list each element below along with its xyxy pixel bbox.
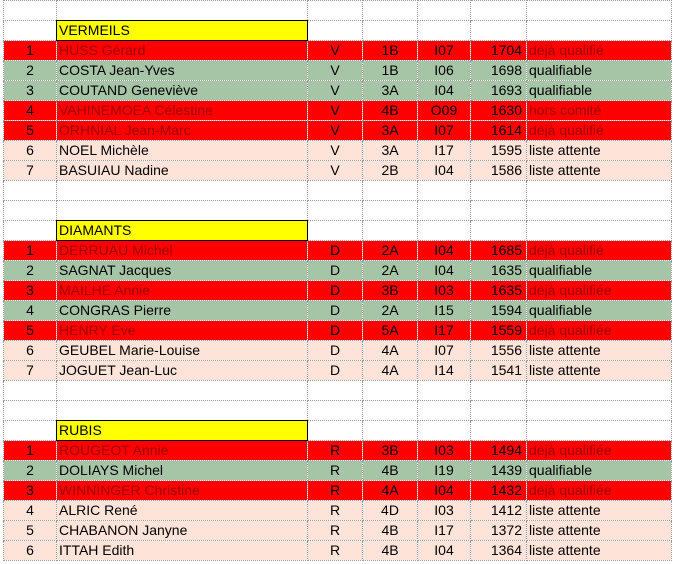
code-cell[interactable]: I07 bbox=[418, 341, 471, 361]
group-cell[interactable]: 2A bbox=[363, 241, 418, 261]
group-cell[interactable]: 3B bbox=[363, 441, 418, 461]
empty-cell[interactable] bbox=[418, 421, 471, 441]
status-cell[interactable]: qualifiable bbox=[527, 81, 672, 101]
category-cell[interactable]: R bbox=[308, 481, 363, 501]
empty-cell[interactable] bbox=[363, 421, 418, 441]
empty-cell[interactable] bbox=[471, 1, 527, 21]
category-cell[interactable]: D bbox=[308, 261, 363, 281]
points-cell[interactable]: 1494 bbox=[471, 441, 527, 461]
points-cell[interactable]: 1432 bbox=[471, 481, 527, 501]
status-cell[interactable]: hors comité bbox=[527, 101, 672, 121]
section-header-row bbox=[4, 221, 672, 241]
rank-cell[interactable]: 1 bbox=[4, 441, 57, 461]
empty-cell[interactable] bbox=[363, 401, 418, 421]
empty-cell[interactable] bbox=[4, 381, 57, 401]
table-row[interactable] bbox=[4, 281, 672, 301]
section-title[interactable]: RUBIS bbox=[57, 421, 308, 441]
points-cell[interactable]: 1635 bbox=[471, 261, 527, 281]
name-cell[interactable]: ITTAH Edith bbox=[57, 541, 308, 561]
group-cell[interactable]: 4A bbox=[363, 341, 418, 361]
points-cell[interactable]: 1698 bbox=[471, 61, 527, 81]
empty-cell[interactable] bbox=[527, 401, 672, 421]
points-cell[interactable]: 1364 bbox=[471, 541, 527, 561]
code-cell[interactable]: I04 bbox=[418, 261, 471, 281]
status-cell[interactable]: liste attente bbox=[527, 521, 672, 541]
empty-row bbox=[4, 381, 672, 401]
category-cell[interactable]: V bbox=[308, 161, 363, 181]
name-cell[interactable]: ALRIC René bbox=[57, 501, 308, 521]
group-cell[interactable]: 4A bbox=[363, 361, 418, 381]
empty-cell[interactable] bbox=[471, 201, 527, 221]
empty-cell[interactable] bbox=[57, 1, 308, 21]
rank-cell[interactable]: 3 bbox=[4, 281, 57, 301]
empty-cell[interactable] bbox=[471, 381, 527, 401]
category-cell[interactable]: D bbox=[308, 241, 363, 261]
status-cell[interactable]: déjà qualifié bbox=[527, 41, 672, 61]
rank-cell[interactable]: 5 bbox=[4, 521, 57, 541]
name-cell[interactable]: NOEL Michèle bbox=[57, 141, 308, 161]
name-cell[interactable]: BASUIAU Nadine bbox=[57, 161, 308, 181]
table-row[interactable] bbox=[4, 481, 672, 501]
empty-cell[interactable] bbox=[471, 21, 527, 41]
table-row[interactable] bbox=[4, 141, 672, 161]
empty-cell[interactable] bbox=[4, 201, 57, 221]
group-cell[interactable]: 5A bbox=[363, 321, 418, 341]
rank-cell[interactable]: 2 bbox=[4, 461, 57, 481]
empty-cell[interactable] bbox=[308, 21, 363, 41]
table-row[interactable] bbox=[4, 501, 672, 521]
category-cell[interactable]: V bbox=[308, 121, 363, 141]
name-cell[interactable]: HENRY Eve bbox=[57, 321, 308, 341]
empty-cell[interactable] bbox=[57, 201, 308, 221]
empty-cell[interactable] bbox=[57, 381, 308, 401]
name-cell[interactable]: ROUGEOT Annie bbox=[57, 441, 308, 461]
rank-cell[interactable]: 4 bbox=[4, 101, 57, 121]
category-cell[interactable]: R bbox=[308, 441, 363, 461]
points-cell[interactable]: 1594 bbox=[471, 301, 527, 321]
empty-cell[interactable] bbox=[308, 381, 363, 401]
empty-cell[interactable] bbox=[418, 381, 471, 401]
empty-cell[interactable] bbox=[308, 201, 363, 221]
code-cell[interactable]: I04 bbox=[418, 241, 471, 261]
group-cell[interactable]: 1B bbox=[363, 61, 418, 81]
category-cell[interactable]: V bbox=[308, 141, 363, 161]
table-row[interactable] bbox=[4, 361, 672, 381]
code-cell[interactable]: I06 bbox=[418, 61, 471, 81]
points-cell[interactable]: 1630 bbox=[471, 101, 527, 121]
category-cell[interactable]: V bbox=[308, 81, 363, 101]
code-cell[interactable]: I19 bbox=[418, 461, 471, 481]
group-cell[interactable]: 3A bbox=[363, 141, 418, 161]
category-cell[interactable]: R bbox=[308, 501, 363, 521]
sheet-body bbox=[4, 1, 672, 561]
points-cell[interactable]: 1541 bbox=[471, 361, 527, 381]
empty-cell[interactable] bbox=[308, 401, 363, 421]
code-cell[interactable]: I17 bbox=[418, 321, 471, 341]
category-cell[interactable]: V bbox=[308, 41, 363, 61]
empty-cell[interactable] bbox=[363, 221, 418, 241]
group-cell[interactable]: 4B bbox=[363, 101, 418, 121]
category-cell[interactable]: R bbox=[308, 521, 363, 541]
group-cell[interactable]: 2A bbox=[363, 301, 418, 321]
status-cell[interactable]: qualifiable bbox=[527, 461, 672, 481]
group-cell[interactable]: 2B bbox=[363, 161, 418, 181]
spreadsheet-grid[interactable] bbox=[3, 0, 672, 561]
status-cell[interactable]: liste attente bbox=[527, 361, 672, 381]
empty-cell[interactable] bbox=[363, 181, 418, 201]
empty-cell[interactable] bbox=[418, 201, 471, 221]
status-cell[interactable]: qualifiable bbox=[527, 61, 672, 81]
code-cell[interactable]: I17 bbox=[418, 141, 471, 161]
table-row[interactable] bbox=[4, 121, 672, 141]
empty-cell[interactable] bbox=[527, 21, 672, 41]
group-cell[interactable]: 4D bbox=[363, 501, 418, 521]
code-cell[interactable]: I04 bbox=[418, 481, 471, 501]
empty-row bbox=[4, 201, 672, 221]
code-cell[interactable]: I07 bbox=[418, 41, 471, 61]
rank-cell[interactable]: 2 bbox=[4, 261, 57, 281]
table-row[interactable] bbox=[4, 301, 672, 321]
group-cell[interactable]: 4B bbox=[363, 461, 418, 481]
empty-cell[interactable] bbox=[57, 181, 308, 201]
name-cell[interactable]: SAGNAT Jacques bbox=[57, 261, 308, 281]
empty-cell[interactable] bbox=[4, 1, 57, 21]
rank-cell[interactable]: 3 bbox=[4, 81, 57, 101]
empty-cell[interactable] bbox=[527, 1, 672, 21]
status-cell[interactable]: déjà qualifiée bbox=[527, 481, 672, 501]
status-cell[interactable]: déjà qualifiée bbox=[527, 281, 672, 301]
code-cell[interactable]: I14 bbox=[418, 361, 471, 381]
category-cell[interactable]: D bbox=[308, 301, 363, 321]
empty-cell[interactable] bbox=[527, 381, 672, 401]
points-cell[interactable]: 1559 bbox=[471, 321, 527, 341]
points-cell[interactable]: 1704 bbox=[471, 41, 527, 61]
category-cell[interactable]: V bbox=[308, 61, 363, 81]
table-row[interactable] bbox=[4, 541, 672, 561]
rank-cell[interactable]: 5 bbox=[4, 321, 57, 341]
rank-cell[interactable]: 1 bbox=[4, 41, 57, 61]
code-cell[interactable]: I04 bbox=[418, 81, 471, 101]
empty-cell[interactable] bbox=[418, 1, 471, 21]
category-cell[interactable]: D bbox=[308, 281, 363, 301]
empty-cell[interactable] bbox=[527, 221, 672, 241]
status-cell[interactable]: déjà qualifiée bbox=[527, 441, 672, 461]
status-cell[interactable]: qualifiable bbox=[527, 261, 672, 281]
rank-cell[interactable]: 6 bbox=[4, 341, 57, 361]
points-cell[interactable]: 1685 bbox=[471, 241, 527, 261]
name-cell[interactable]: MAILHE Annie bbox=[57, 281, 308, 301]
rank-cell[interactable]: 4 bbox=[4, 501, 57, 521]
group-cell[interactable]: 4B bbox=[363, 521, 418, 541]
empty-cell[interactable] bbox=[471, 221, 527, 241]
empty-cell[interactable] bbox=[4, 181, 57, 201]
rank-cell[interactable]: 7 bbox=[4, 361, 57, 381]
empty-cell[interactable] bbox=[363, 381, 418, 401]
category-cell[interactable]: V bbox=[308, 101, 363, 121]
empty-cell[interactable] bbox=[308, 181, 363, 201]
group-cell[interactable]: 3A bbox=[363, 81, 418, 101]
empty-cell[interactable] bbox=[527, 421, 672, 441]
rank-cell[interactable]: 5 bbox=[4, 121, 57, 141]
code-cell[interactable]: I15 bbox=[418, 301, 471, 321]
rank-cell[interactable]: 4 bbox=[4, 301, 57, 321]
name-cell[interactable]: CHABANON Janyne bbox=[57, 521, 308, 541]
name-cell[interactable]: DERRUAU Michel bbox=[57, 241, 308, 261]
status-cell[interactable]: liste attente bbox=[527, 341, 672, 361]
empty-cell[interactable] bbox=[57, 401, 308, 421]
empty-cell[interactable] bbox=[418, 181, 471, 201]
table-row[interactable] bbox=[4, 41, 672, 61]
table-row[interactable] bbox=[4, 241, 672, 261]
empty-cell[interactable] bbox=[363, 201, 418, 221]
points-cell[interactable]: 1556 bbox=[471, 341, 527, 361]
status-cell[interactable]: qualifiable bbox=[527, 301, 672, 321]
table-row[interactable] bbox=[4, 341, 672, 361]
category-cell[interactable]: D bbox=[308, 341, 363, 361]
group-cell[interactable]: 2A bbox=[363, 261, 418, 281]
group-cell[interactable]: 1B bbox=[363, 41, 418, 61]
empty-cell[interactable] bbox=[471, 181, 527, 201]
rank-cell[interactable]: 6 bbox=[4, 141, 57, 161]
group-cell[interactable]: 3A bbox=[363, 121, 418, 141]
table-row[interactable] bbox=[4, 461, 672, 481]
empty-cell[interactable] bbox=[363, 1, 418, 21]
status-cell[interactable]: liste attente bbox=[527, 161, 672, 181]
points-cell[interactable]: 1412 bbox=[471, 501, 527, 521]
name-cell[interactable]: CONGRAS Pierre bbox=[57, 301, 308, 321]
name-cell[interactable]: COUTAND Geneviève bbox=[57, 81, 308, 101]
status-cell[interactable]: déjà qualifiée bbox=[527, 321, 672, 341]
table-row[interactable] bbox=[4, 261, 672, 281]
group-cell[interactable]: 4A bbox=[363, 481, 418, 501]
table-row[interactable] bbox=[4, 521, 672, 541]
code-cell[interactable]: I07 bbox=[418, 121, 471, 141]
status-cell[interactable]: liste attente bbox=[527, 541, 672, 561]
rank-cell[interactable]: 2 bbox=[4, 61, 57, 81]
section-title[interactable]: VERMEILS bbox=[57, 21, 308, 41]
table-row[interactable] bbox=[4, 321, 672, 341]
table-row[interactable] bbox=[4, 441, 672, 461]
empty-cell[interactable] bbox=[308, 421, 363, 441]
status-cell[interactable]: déjà qualifié bbox=[527, 121, 672, 141]
points-cell[interactable]: 1635 bbox=[471, 281, 527, 301]
empty-cell[interactable] bbox=[4, 221, 57, 241]
group-cell[interactable]: 4B bbox=[363, 541, 418, 561]
name-cell[interactable]: DOLIAYS Michel bbox=[57, 461, 308, 481]
rank-cell[interactable]: 1 bbox=[4, 241, 57, 261]
empty-cell[interactable] bbox=[527, 201, 672, 221]
name-cell[interactable]: GEUBEL Marie-Louise bbox=[57, 341, 308, 361]
rank-cell[interactable]: 3 bbox=[4, 481, 57, 501]
code-cell[interactable]: I17 bbox=[418, 521, 471, 541]
rank-cell[interactable]: 7 bbox=[4, 161, 57, 181]
status-cell[interactable]: déjà qualifié bbox=[527, 241, 672, 261]
code-cell[interactable]: I03 bbox=[418, 281, 471, 301]
empty-cell[interactable] bbox=[308, 1, 363, 21]
name-cell[interactable]: HUSS Gérard bbox=[57, 41, 308, 61]
category-cell[interactable]: R bbox=[308, 461, 363, 481]
category-cell[interactable]: D bbox=[308, 361, 363, 381]
category-cell[interactable]: R bbox=[308, 541, 363, 561]
code-cell[interactable]: O09 bbox=[418, 101, 471, 121]
table-row[interactable] bbox=[4, 161, 672, 181]
section-header-row bbox=[4, 421, 672, 441]
points-cell[interactable]: 1693 bbox=[471, 81, 527, 101]
section-title[interactable]: DIAMANTS bbox=[57, 221, 308, 241]
empty-cell[interactable] bbox=[4, 21, 57, 41]
empty-cell[interactable] bbox=[308, 221, 363, 241]
table-row[interactable] bbox=[4, 101, 672, 121]
empty-cell[interactable] bbox=[418, 221, 471, 241]
table-row[interactable] bbox=[4, 61, 672, 81]
empty-cell[interactable] bbox=[471, 401, 527, 421]
points-cell[interactable]: 1614 bbox=[471, 121, 527, 141]
group-cell[interactable]: 3B bbox=[363, 281, 418, 301]
name-cell[interactable]: VAHINEMOEA Célestine bbox=[57, 101, 308, 121]
empty-row bbox=[4, 1, 672, 21]
empty-row bbox=[4, 181, 672, 201]
category-cell[interactable]: D bbox=[308, 321, 363, 341]
status-cell[interactable]: liste attente bbox=[527, 141, 672, 161]
code-cell[interactable]: I04 bbox=[418, 541, 471, 561]
empty-cell[interactable] bbox=[471, 421, 527, 441]
code-cell[interactable]: I03 bbox=[418, 501, 471, 521]
empty-cell[interactable] bbox=[4, 421, 57, 441]
name-cell[interactable]: COSTA Jean-Yves bbox=[57, 61, 308, 81]
table-row[interactable] bbox=[4, 81, 672, 101]
name-cell[interactable]: ORHNIAL Jean-Marc bbox=[57, 121, 308, 141]
status-cell[interactable]: liste attente bbox=[527, 501, 672, 521]
empty-cell[interactable] bbox=[4, 401, 57, 421]
points-cell[interactable]: 1595 bbox=[471, 141, 527, 161]
code-cell[interactable]: I03 bbox=[418, 441, 471, 461]
name-cell[interactable]: WINNINGER Christine bbox=[57, 481, 308, 501]
empty-cell[interactable] bbox=[418, 21, 471, 41]
empty-row bbox=[4, 401, 672, 421]
rank-cell[interactable]: 6 bbox=[4, 541, 57, 561]
empty-cell[interactable] bbox=[418, 401, 471, 421]
empty-cell[interactable] bbox=[363, 21, 418, 41]
name-cell[interactable]: JOGUET Jean-Luc bbox=[57, 361, 308, 381]
section-header-row bbox=[4, 21, 672, 41]
points-cell[interactable]: 1439 bbox=[471, 461, 527, 481]
points-cell[interactable]: 1586 bbox=[471, 161, 527, 181]
code-cell[interactable]: I04 bbox=[418, 161, 471, 181]
empty-cell[interactable] bbox=[527, 181, 672, 201]
points-cell[interactable]: 1372 bbox=[471, 521, 527, 541]
